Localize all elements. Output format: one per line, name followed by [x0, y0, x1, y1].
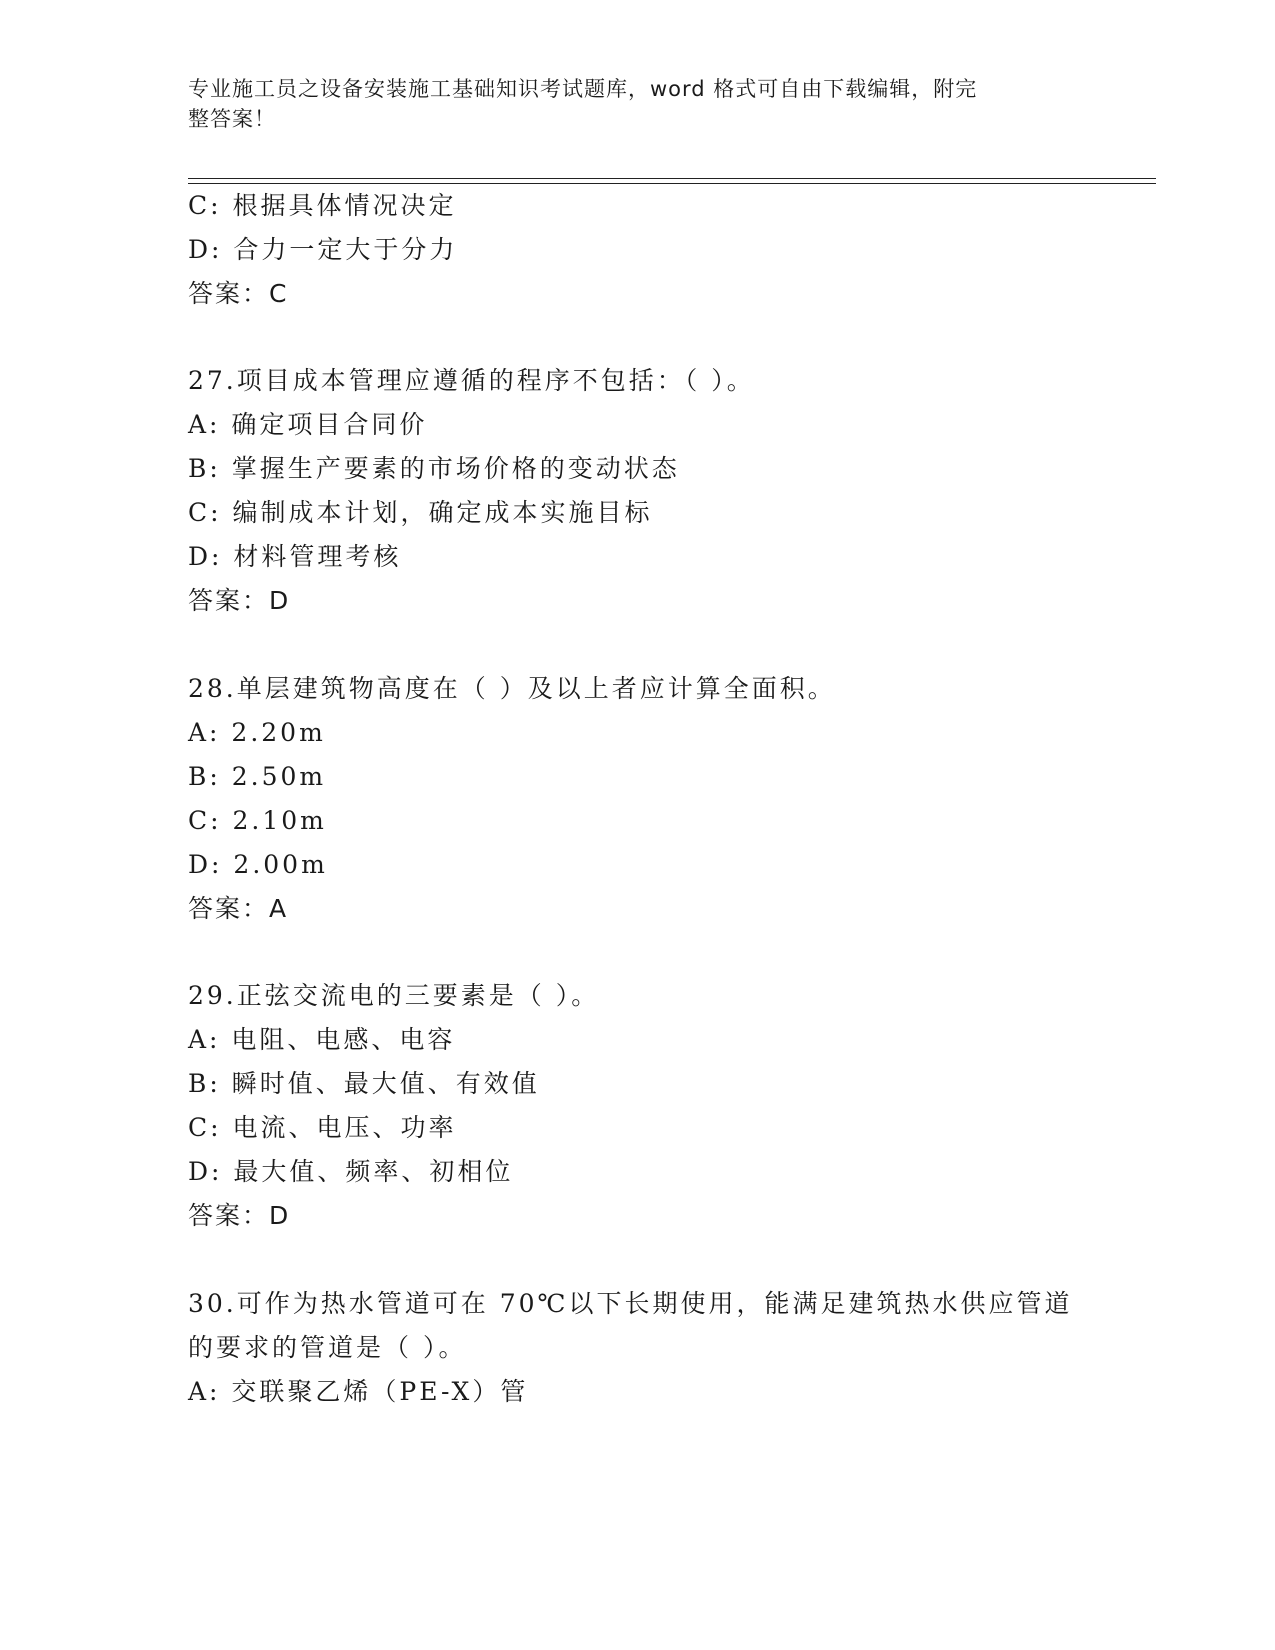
header-line-2: 整答案！ [188, 107, 276, 131]
q29-option-c: C: 电流、电压、功率 [188, 1113, 457, 1142]
header-divider-top [188, 178, 1156, 179]
q28-option-d: D: 2.00m [188, 850, 328, 879]
q29-option-a: A: 电阻、电感、电容 [188, 1025, 456, 1054]
q27-option-b: B: 掌握生产要素的市场价格的变动状态 [188, 454, 680, 483]
q29-answer: 答案：D [188, 1201, 291, 1230]
q27-option-d: D: 材料管理考核 [188, 542, 402, 571]
q26-option-d: D: 合力一定大于分力 [188, 235, 458, 264]
document-header [188, 74, 1068, 134]
q29-option-b: B: 瞬时值、最大值、有效值 [188, 1069, 540, 1098]
q30-question-line-2: 的要求的管道是（ ）。 [188, 1333, 467, 1362]
q27-option-a: A: 确定项目合同价 [188, 410, 428, 439]
q28-answer: 答案：A [188, 894, 289, 923]
q27-option-c: C: 编制成本计划，确定成本实施目标 [188, 498, 653, 527]
q28-option-c: C: 2.10m [188, 806, 327, 835]
q27-question: 27.项目成本管理应遵循的程序不包括：（ ）。 [188, 366, 755, 395]
q29-option-d: D: 最大值、频率、初相位 [188, 1157, 514, 1186]
q30-option-a: A: 交联聚乙烯（PE-X）管 [188, 1377, 529, 1406]
q28-option-b: B: 2.50m [188, 762, 327, 791]
q28-question: 28.单层建筑物高度在（ ）及以上者应计算全面积。 [188, 674, 836, 703]
q26-option-c: C: 根据具体情况决定 [188, 191, 457, 220]
q27-answer: 答案：D [188, 586, 291, 615]
q26-answer: 答案：C [188, 279, 289, 308]
q29-question: 29.正弦交流电的三要素是（ ）。 [188, 981, 600, 1010]
header-divider-bottom [188, 183, 1156, 184]
q28-option-a: A: 2.20m [188, 718, 326, 747]
header-line-1: 专业施工员之设备安装施工基础知识考试题库，word 格式可自由下载编辑，附完 [188, 77, 978, 101]
q30-question-line-1: 30.可作为热水管道可在 70℃以下长期使用，能满足建筑热水供应管道 [188, 1289, 1073, 1318]
